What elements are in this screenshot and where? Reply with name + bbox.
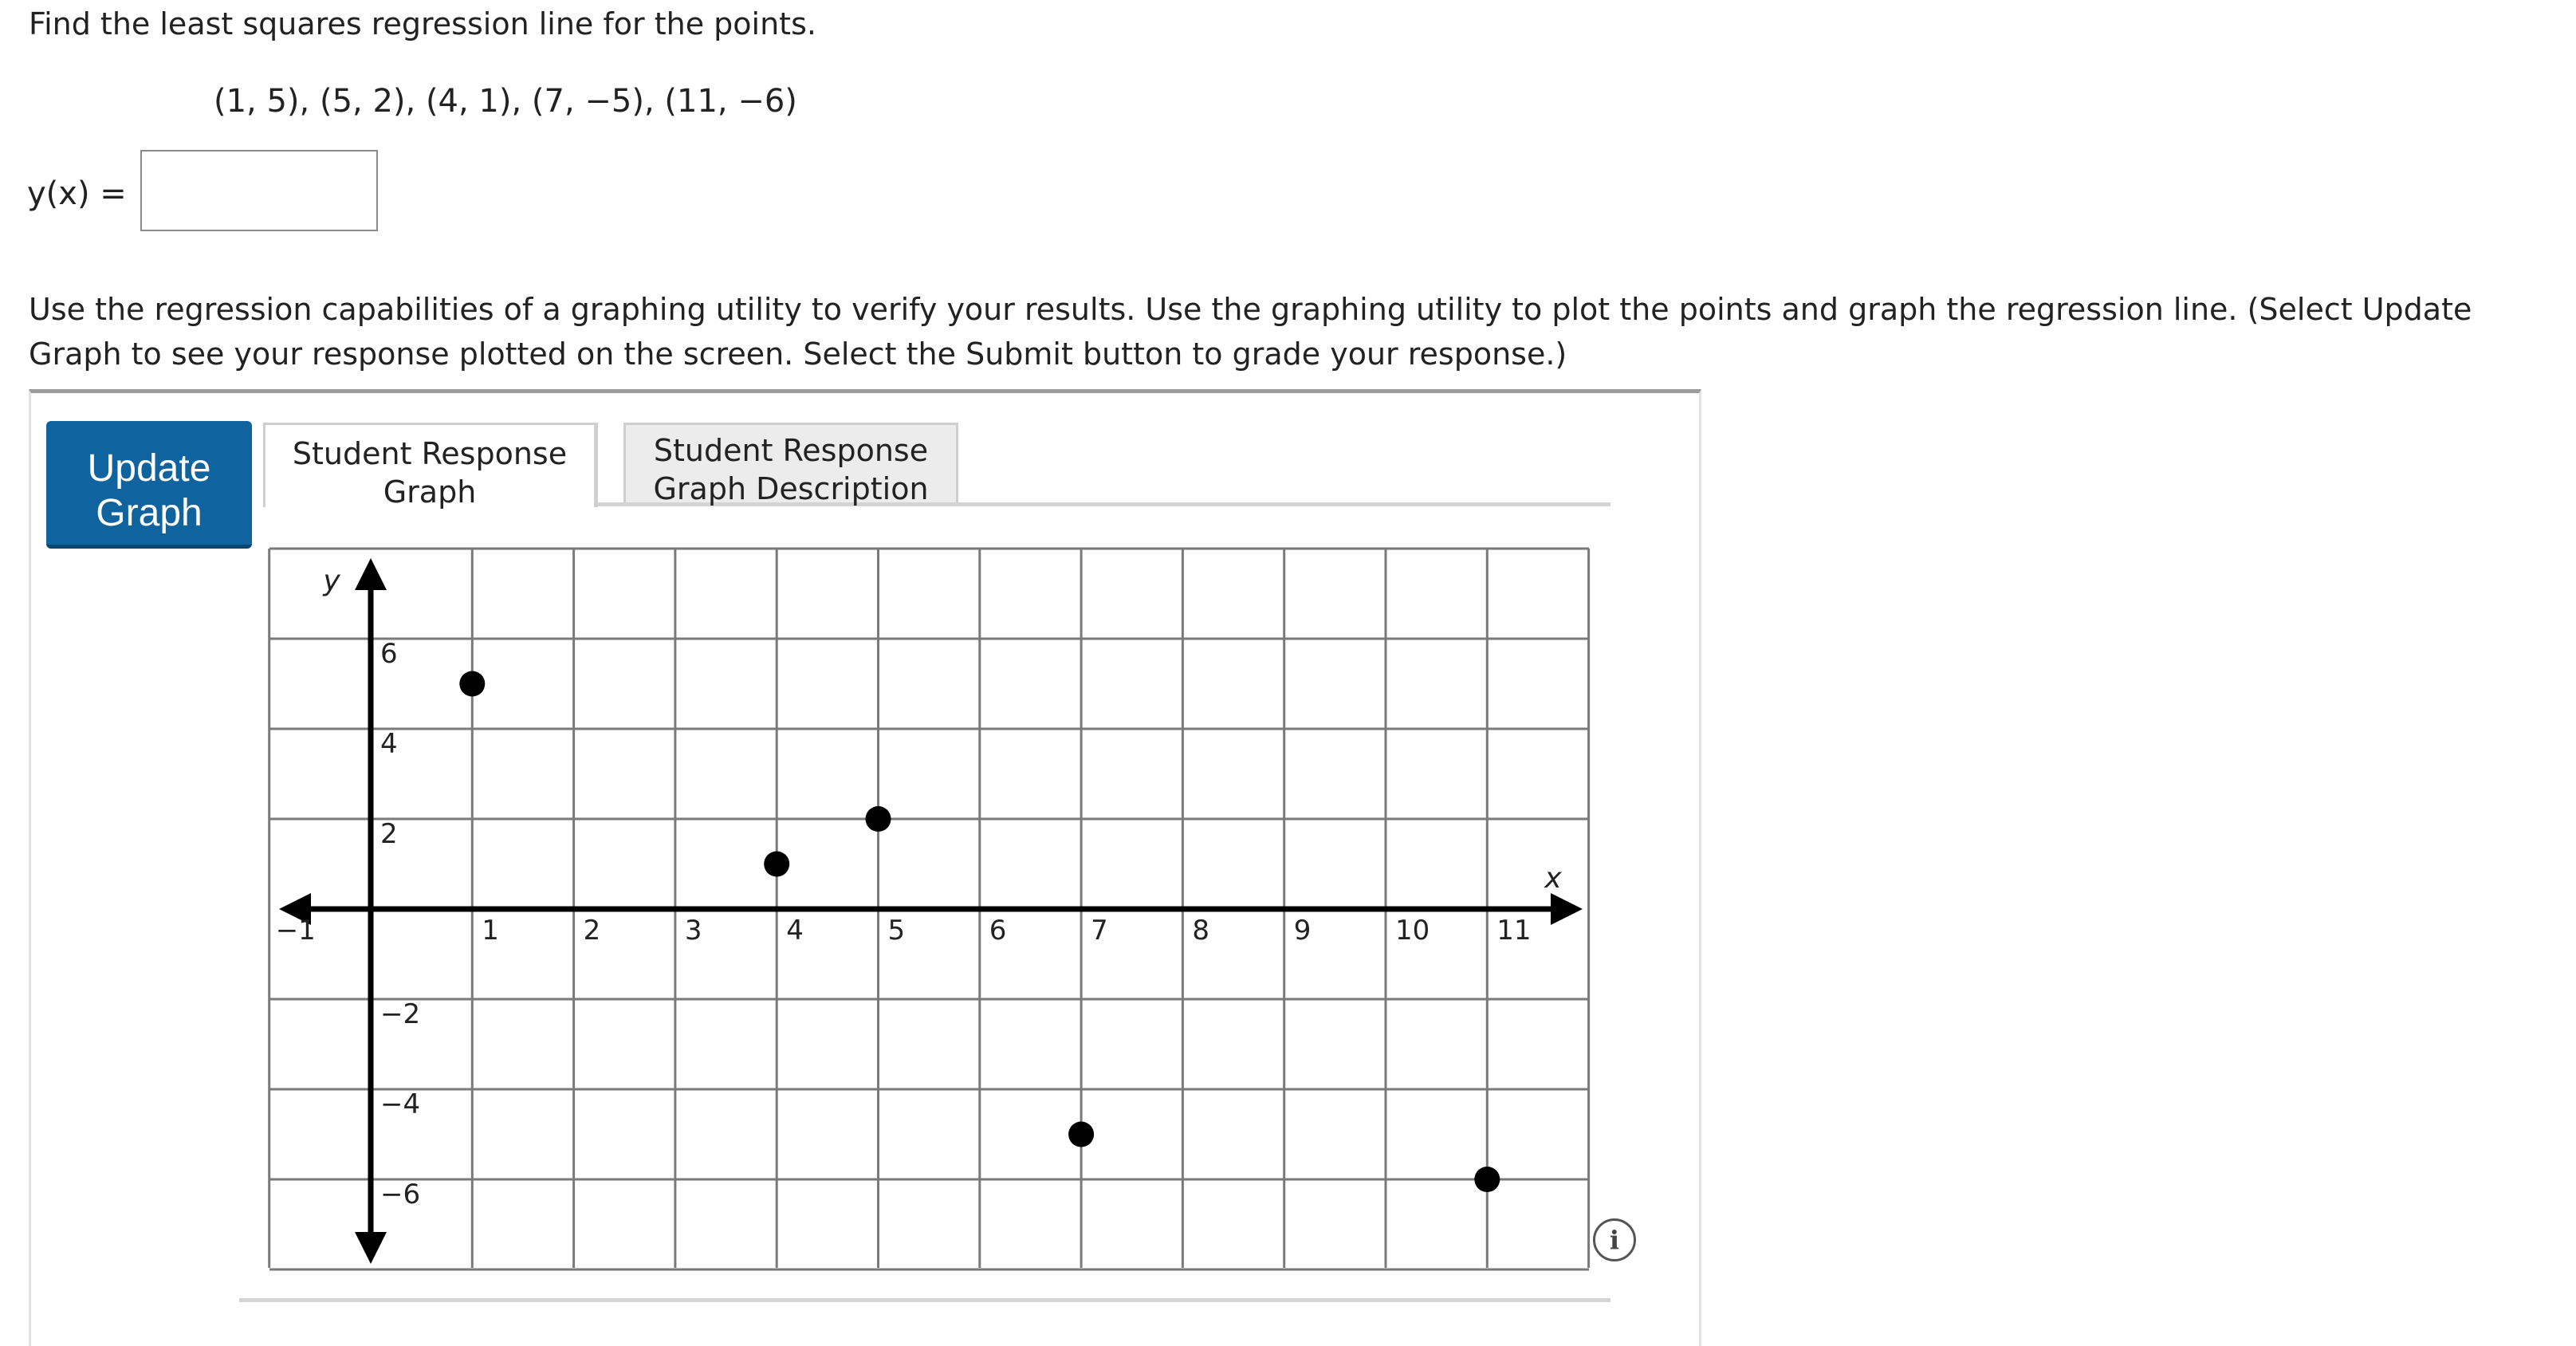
question-prompt: Find the least squares regression line for the points. xyxy=(29,6,816,41)
x-tick-label: −1 xyxy=(275,915,316,947)
instructions-text: Use the regression capabilities of a graphing utility to verify your results. Use the graphing utility to plot the points and graph the regression line. (Select Update Graph to see your response plotted on the screen. Select the Submit button to grade your response.) xyxy=(29,292,2472,372)
x-tick-label: 9 xyxy=(1293,915,1312,947)
y-tick-label: −4 xyxy=(380,1088,421,1120)
panel-bottom-divider xyxy=(239,1298,1610,1302)
data-point xyxy=(764,852,789,877)
x-tick-label: 8 xyxy=(1192,915,1210,947)
y-tick-label: 6 xyxy=(380,638,398,670)
x-tick-label: 10 xyxy=(1395,915,1430,947)
x-tick-label: 3 xyxy=(684,915,702,947)
answer-label: y(x) = xyxy=(27,175,127,212)
x-tick-label: 11 xyxy=(1496,915,1532,947)
y-axis-arrow-down xyxy=(355,1232,387,1264)
data-point xyxy=(459,671,485,697)
data-point xyxy=(866,806,891,832)
x-tick-label: 7 xyxy=(1091,915,1108,947)
tab-desc-label-line1: Student Response xyxy=(653,433,929,468)
y-tick-label: 4 xyxy=(380,728,398,760)
tab-graph-label-line1: Student Response xyxy=(292,436,568,471)
points-list: (1, 5), (5, 2), (4, 1), (7, −5), (11, −6) xyxy=(214,83,797,120)
y-tick-label: 2 xyxy=(380,818,398,850)
x-tick-label: 6 xyxy=(989,915,1007,947)
y-tick-label: −6 xyxy=(380,1179,421,1210)
x-tick-label: 2 xyxy=(583,915,601,947)
x-axis-arrow-right xyxy=(1551,893,1583,925)
x-axis-label: x xyxy=(1544,862,1562,895)
y-axis-arrow-up xyxy=(355,558,387,590)
x-tick-label: 1 xyxy=(482,915,499,947)
x-tick-label: 5 xyxy=(887,915,906,947)
info-icon[interactable]: i xyxy=(1593,1218,1636,1261)
update-graph-label-line2: Graph xyxy=(96,492,203,534)
update-graph-label-line1: Update xyxy=(87,447,211,490)
y-axis-label: y xyxy=(323,565,340,597)
tab-graph-label-line2: Graph xyxy=(383,474,477,510)
data-point xyxy=(1068,1122,1094,1147)
tab-desc-label-line2: Graph Description xyxy=(653,471,929,506)
data-point xyxy=(1474,1167,1500,1192)
y-tick-label: −2 xyxy=(380,998,421,1030)
x-tick-label: 4 xyxy=(786,915,804,947)
